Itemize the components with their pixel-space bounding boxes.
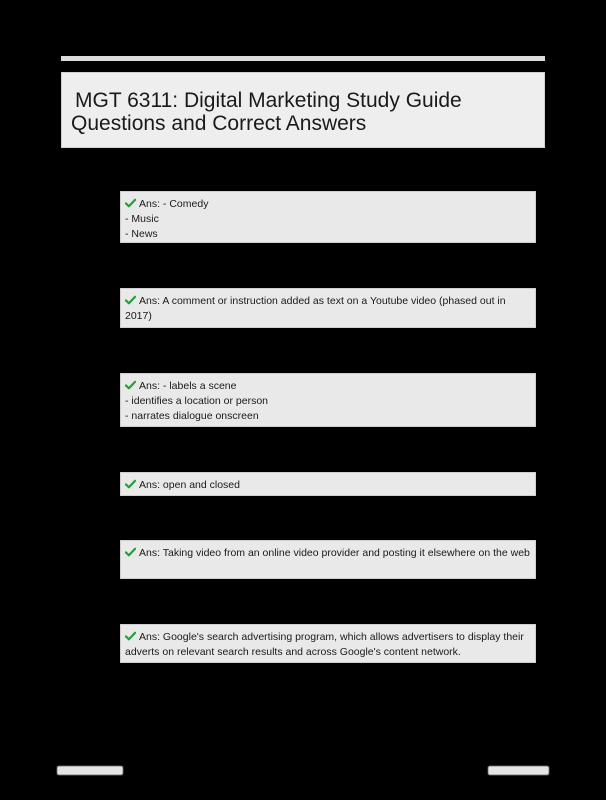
answer-text: - identifies a location or person — [125, 395, 268, 407]
footer-watermark-left — [57, 766, 123, 775]
check-icon — [125, 198, 136, 208]
answer-text: Ans: open and closed — [139, 479, 240, 491]
answer-box-2 — [120, 288, 536, 328]
answer-text: - Music — [125, 213, 159, 225]
answer-text: Ans: - Comedy — [139, 198, 209, 210]
answer-text: - News — [125, 228, 158, 240]
answer-box-3 — [120, 373, 536, 427]
page-title-line-2: Questions and Correct Answers — [71, 112, 367, 135]
page-title-line-1: MGT 6311: Digital Marketing Study Guide — [75, 89, 462, 112]
answer-text: Ans: A comment or instruction added as text on a Youtube video (phased out in 2017) — [125, 295, 506, 322]
answer-box-5 — [120, 540, 536, 579]
footer-page-number — [488, 766, 549, 775]
check-icon — [125, 380, 136, 390]
check-icon — [125, 631, 136, 641]
answer-box-6 — [120, 624, 536, 663]
answer-box-1 — [120, 191, 536, 243]
check-icon — [125, 547, 136, 557]
answer-text: Ans: - labels a scene — [139, 380, 237, 392]
answer-box-4 — [120, 472, 536, 496]
check-icon — [125, 479, 136, 489]
answer-text: Ans: Taking video from an online video provider and posting it elsewhere on the web — [139, 547, 530, 559]
answer-text: Ans: Google's search advertising program, which allows advertisers to display their adverts on relevant search results and across Google's content network. — [125, 631, 524, 658]
top-divider — [61, 56, 545, 61]
check-icon — [125, 295, 136, 305]
title-header — [61, 72, 545, 148]
answer-text: - narrates dialogue onscreen — [125, 410, 259, 422]
